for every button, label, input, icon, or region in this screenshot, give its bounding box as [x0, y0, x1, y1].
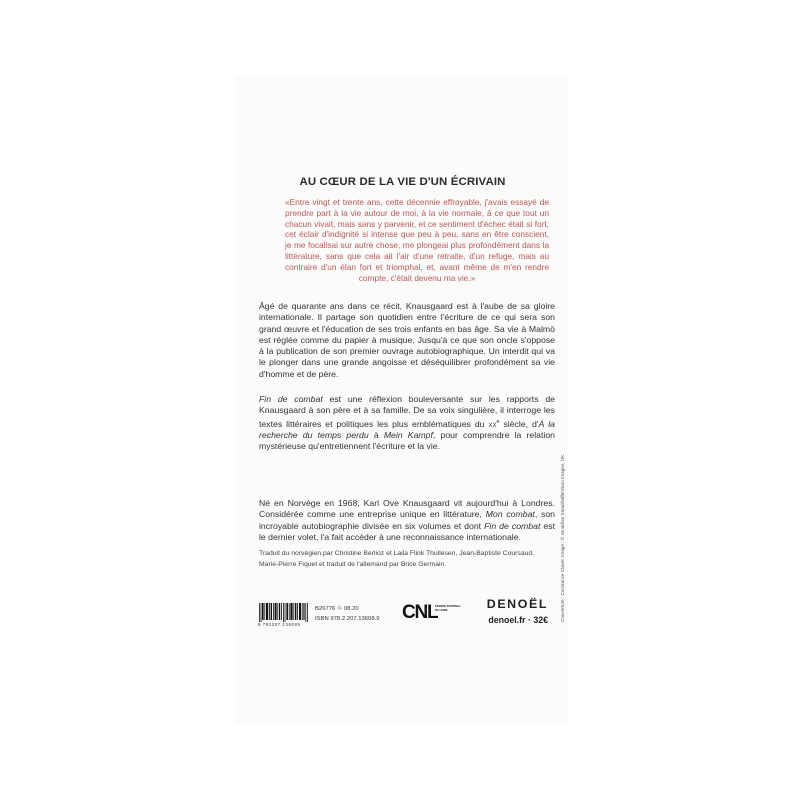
summary-paragraph-1: Âgé de quarante ans dans ce récit, Knausgaard est à l'aube de sa gloire internationale. Il partage son quotidien entre l'écriture de ce qui sera son grand œuvre et l'éducation de ses trois enfants en bas âge. Sa vie à Malmö est réglée comme du papier à musique. Jusqu'à ce que son oncle s'oppose à la publication de son premier ouvrage autobiographique. Un interdit qui va le plonger dans une grande angoisse et déséquilibrer profondément sa vie d'homme et de père. [259, 301, 555, 379]
recycling-icon: ♲ [336, 606, 343, 612]
catalog-number: B26776 ♲ 08.20 [315, 606, 359, 612]
book-title-italic: Fin de combat [259, 394, 323, 404]
cnl-logo-subtitle: CENTRE NATIONAL DU LIVRE [435, 605, 461, 612]
translation-credits: Traduit du norvégien par Christine Berlioz et Laila Flink Thullesen, Jean-Baptiste Coursaud, Marie-Pierre Fiquet et traduit de l'allemand par Brice Germain. [259, 550, 535, 568]
cover-heading: AU CŒUR DE LA VIE D'UN ÉCRIVAIN [299, 176, 506, 188]
isbn-number: ISBN 978.2.207.13608.9 [315, 615, 380, 622]
publisher-website-price: denoel.fr · 32€ [488, 615, 548, 625]
isbn-block [315, 605, 380, 624]
barcode-digits: 9 782207 136089 [258, 622, 301, 627]
isbn-barcode [259, 603, 309, 622]
cnl-logo: CNL [402, 602, 438, 623]
author-bio-paragraph: Né en Norvège en 1968, Karl Ove Knausgaard vit aujourd'hui à Londres. Considérée comme une entreprise unique en littérature, Mon combat, son incroyable autobiographie divisée en six volumes et dont Fin de combat est le dernier volet, l'a fait accéder à une reconnaissance internationale. [259, 498, 555, 542]
book-title-italic-bio: Fin de combat [484, 520, 541, 531]
mein-kampf-title-italic: Mein Kampf [383, 429, 433, 440]
epigraph-quote: «Entre vingt et trente ans, cette décennie effroyable, j'avais essayé de prendre part à la vie autour de moi, à la vie normale, à ce que tout un chacun vivait, mais sans y parvenir, et ce sentiment d'échec était si fort, cet éclair d'indignité si intense que peu à peu, sans en être conscient, je me focalisai sur autre chose, me plongeai plus profondément dans la littérature, sans que cela ait l'air d'une retraite, d'un refuge, mais au contraire d'un élan fort et triomphal, et, avant même de m'en rendre compte, c'était devenu ma vie.» [285, 197, 549, 283]
cover-image-credit: Couverture : Constance Clavel. Image : © Jonathan Stead/Millennium Images, UK. [560, 453, 565, 622]
century-numeral: xx [488, 418, 497, 429]
summary-paragraph-2: Fin de combat est une réflexion bouleversante sur les rapports de Knausgaard à son père et à sa famille. De sa voix singulière, il interroge les textes littéraires et politiques les plus emblématiques du $xx^e$ siècle, d'À la recherche du temps perdu à Mein Kampf, pour comprendre la relation mystérieuse qu'entretiennent l'écriture et la vie. [259, 394, 555, 452]
series-title-italic: Mon combat [485, 509, 535, 520]
proust-title-italic: À la recherche du temps perdu [259, 418, 555, 440]
price: 32€ [533, 615, 548, 625]
publisher-logo: DENOËL [486, 597, 548, 611]
publisher-website: denoel.fr [488, 615, 526, 625]
